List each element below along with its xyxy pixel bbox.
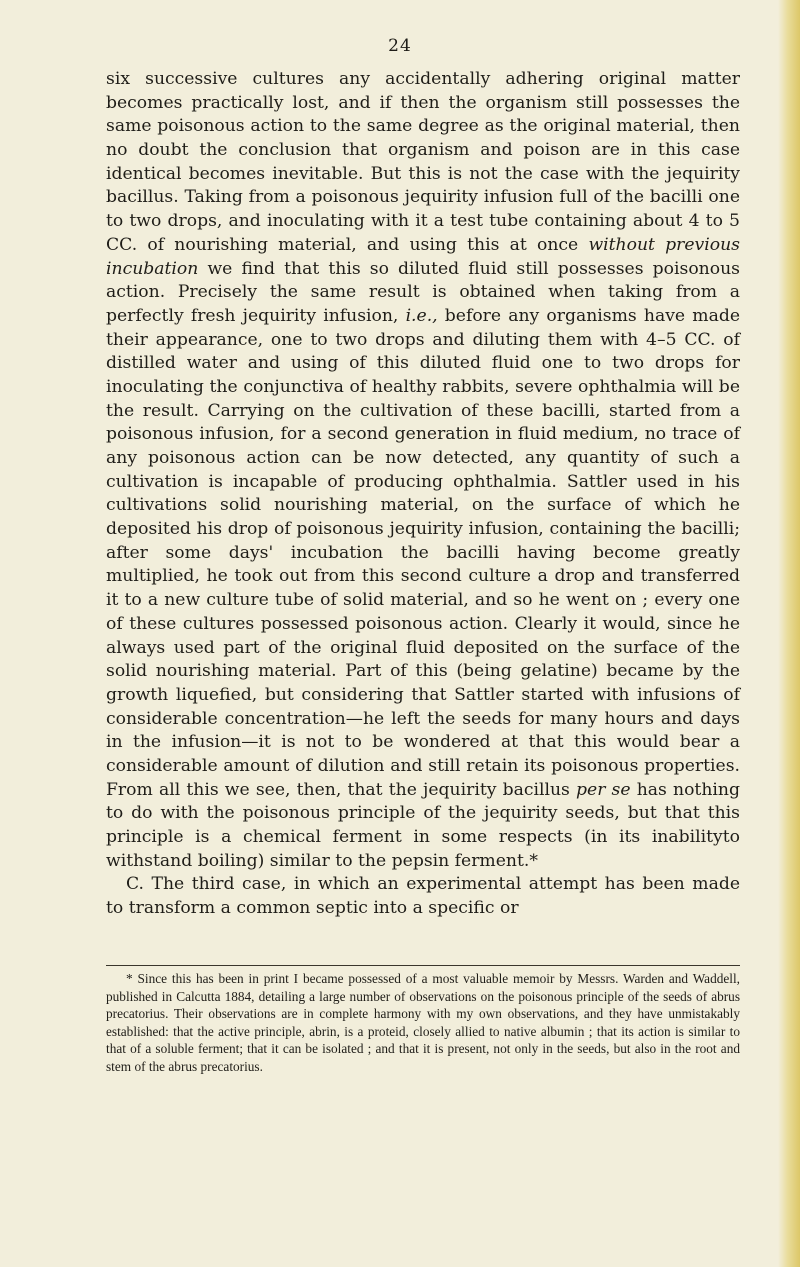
paragraph-1-part-3: before any organisms have made their appearance, one to two drops and diluting them with 4–5 CC. of distilled water and using of this diluted fluid one to two drops for inoculating the conjunctiva of healthy rabbits, severe ophthalmia will be the result. Carrying on the cultivation of these bacilli, started from a poisonous infusion, for a second generation in fluid medium, no trace of any poisonous action can be now detected, any quantity of such a cultivation is incapable of producing ophthalmia. Sattler used in his cultivations solid nourishing material, on the surface of which he deposited his drop of poisonous jequirity infusion, containing the bacilli; after some days' incubation the bacilli having become greatly multiplied, he took out from this second culture a drop and transferred it to a new culture tube of solid material, and so he went on ; every one of these cultures possessed poisonous action. Clearly it would, since he always used part of the original fluid deposited on the surface of the solid nourishing material. Part of this (being gelatine) became by the growth liquefied, but considering that Sattler started with infusions of considerable concentration—he left the seeds for many hours and days in the infusion—it is not to be wondered at that this would bear a considerable amount of dilution and still retain its poisonous properties. From all this we see, then, that the jequirity bacillus xyxy=(106,305,740,800)
footnote-divider xyxy=(106,965,740,966)
paragraph-2: C. The third case, in which an experimental attempt has been made to transform a common septic into a specific or xyxy=(106,874,740,919)
paragraph-1-part-2: we find that this so diluted fluid still possesses poisonous action. Precisely the same result is obtained when taking from a perfectly fresh jequirity infusion, xyxy=(106,258,740,326)
body-text xyxy=(106,68,740,921)
paragraph-1-part-4: has nothing to do with the poisonous principle of the jequirity seeds, but that this principle is a chemical ferment in some respects (in its inabilityto withstand boiling) similar to the pepsin ferment.* xyxy=(106,779,740,871)
page-edge xyxy=(778,0,800,1267)
italic-phrase-without-previous-incubation: without previous incubation xyxy=(106,234,740,279)
footnote-text: * Since this has been in print I became possessed of a most valuable memoir by Messrs. Warden and Waddell, published in Calcutta 1884, detailing a large number of observations on the poisonous principle of the seeds of abrus precatorius. Their observations are in complete harmony with my own observations, and they have unmistakably established: that the active principle, abrin, is a proteid, closely allied to native albumin ; that its action is similar to that of a soluble ferment; that it can be isolated ; and that it is present, not only in the seeds, but also in the root and stem of the abrus precatorius. xyxy=(106,971,740,1074)
italic-phrase-ie: i.e., xyxy=(405,305,438,326)
paragraph-1-part-1: six successive cultures any accidentally adhering original matter becomes practically lost, and if then the organism still possesses the same poisonous action to the same degree as the original material, then no doubt the conclusion that organism and poison are in this case identical becomes inevitable. But this is not the case with the jequirity bacillus. Taking from a poisonous jequirity infusion full of the bacilli one to two drops, and inoculating with it a test tube containing about 4 to 5 CC. of nourishing material, and using this at once xyxy=(106,69,740,255)
paragraph-1 xyxy=(106,68,740,873)
italic-phrase-per-se: per se xyxy=(576,779,631,800)
page-number: 24 xyxy=(388,36,412,56)
footnote xyxy=(106,970,740,1076)
